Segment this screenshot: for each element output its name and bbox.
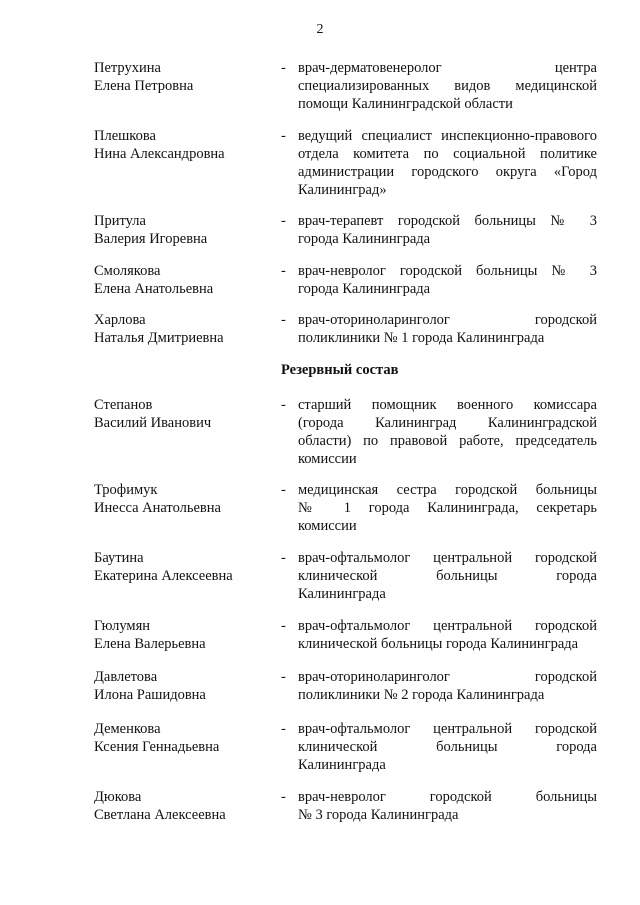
member-name	[94, 262, 274, 298]
position-line: поликлиники № 1 города Калининграда	[298, 330, 545, 346]
position-line: № 3 города Калининграда	[298, 807, 459, 823]
member-surname: Смолякова	[94, 263, 161, 279]
position-line: медицинская сестра городской больницы	[298, 482, 597, 498]
dash-separator: -	[281, 60, 286, 76]
member-surname: Гюлумян	[94, 618, 151, 634]
member-surname: Дюкова	[94, 789, 142, 805]
position-line: старший помощник военного комиссара	[298, 397, 597, 413]
member-name	[94, 481, 274, 517]
position-line: № 1 города Калининграда, секретарь	[298, 500, 597, 516]
dash-separator: -	[281, 669, 286, 685]
member-name	[94, 311, 274, 347]
member-given-names: Екатерина Алексеевна	[94, 568, 233, 584]
position-line: (города Калининград Калининградской	[298, 415, 597, 431]
position-line: администрации городского округа «Город	[298, 164, 597, 180]
member-name	[94, 788, 274, 824]
member-given-names: Илона Рашидовна	[94, 687, 206, 703]
dash-separator: -	[281, 128, 286, 144]
position-line: клинической больницы города	[298, 568, 597, 584]
position-line: поликлиники № 2 города Калининграда	[298, 687, 545, 703]
member-surname: Харлова	[94, 312, 146, 328]
position-line: клинической больницы города Калининграда	[298, 636, 579, 652]
position-line: ведущий специалист инспекционно-правового	[298, 128, 597, 144]
position-line: врач-офтальмолог центральной городской	[298, 721, 597, 737]
member-name	[94, 668, 274, 704]
position-line: города Калининграда	[298, 231, 431, 247]
position-line: врач-офтальмолог центральной городской	[298, 618, 597, 634]
position-line: области) по правовой работе, председатель	[298, 433, 597, 449]
member-surname: Плешкова	[94, 128, 156, 144]
position-line: клинической больницы города	[298, 739, 597, 755]
member-given-names: Елена Петровна	[94, 78, 194, 94]
member-surname: Притула	[94, 213, 146, 229]
dash-separator: -	[281, 213, 286, 229]
member-surname: Степанов	[94, 397, 153, 413]
dash-separator: -	[281, 482, 286, 498]
member-given-names: Светлана Алексеевна	[94, 807, 226, 823]
member-given-names: Василий Иванович	[94, 415, 212, 431]
member-surname: Петрухина	[94, 60, 161, 76]
position-line: отдела комитета по социальной политике	[298, 146, 597, 162]
position-line: врач-дерматовенеролог центра	[298, 60, 597, 76]
position-line: комиссии	[298, 451, 357, 467]
position-line: врач-терапевт городской больницы № 3	[298, 213, 597, 229]
member-position	[298, 212, 597, 248]
member-name	[94, 127, 274, 163]
member-position	[298, 311, 597, 347]
position-line: врач-оториноларинголог городской	[298, 669, 597, 685]
member-position	[298, 396, 597, 468]
position-line: Калининград»	[298, 182, 387, 198]
member-given-names: Елена Анатольевна	[94, 281, 214, 297]
dash-separator: -	[281, 721, 286, 737]
member-surname: Трофимук	[94, 482, 158, 498]
member-given-names: Инесса Анатольевна	[94, 500, 221, 516]
member-given-names: Нина Александровна	[94, 146, 225, 162]
member-name	[94, 212, 274, 248]
member-given-names: Валерия Игоревна	[94, 231, 208, 247]
member-name	[94, 617, 274, 653]
member-given-names: Ксения Геннадьевна	[94, 739, 220, 755]
member-surname: Деменкова	[94, 721, 161, 737]
position-line: Калининграда	[298, 586, 386, 602]
member-name	[94, 59, 274, 95]
position-line: врач-оториноларинголог городской	[298, 312, 597, 328]
member-position	[298, 720, 597, 774]
member-position	[298, 59, 597, 113]
member-position	[298, 617, 597, 653]
member-name	[94, 396, 274, 432]
member-position	[298, 788, 597, 824]
member-position	[298, 668, 597, 704]
dash-separator: -	[281, 397, 286, 413]
member-position	[298, 549, 597, 603]
member-name	[94, 720, 274, 756]
dash-separator: -	[281, 618, 286, 634]
member-given-names: Елена Валерьевна	[94, 636, 206, 652]
dash-separator: -	[281, 263, 286, 279]
member-surname: Давлетова	[94, 669, 158, 685]
position-line: врач-офтальмолог центральной городской	[298, 550, 597, 566]
member-surname: Баутина	[94, 550, 144, 566]
dash-separator: -	[281, 550, 286, 566]
member-name	[94, 549, 274, 585]
position-line: специализированных видов медицинской	[298, 78, 597, 94]
member-position	[298, 262, 597, 298]
position-line: Калининграда	[298, 757, 386, 773]
page-number: 2	[316, 22, 324, 37]
member-given-names: Наталья Дмитриевна	[94, 330, 224, 346]
position-line: города Калининграда	[298, 281, 431, 297]
section-title-reserve: Резервный состав	[281, 362, 399, 378]
position-line: врач-невролог городской больницы	[298, 789, 597, 805]
position-line: врач-невролог городской больницы № 3	[298, 263, 597, 279]
position-line: помощи Калининградской области	[298, 96, 513, 112]
dash-separator: -	[281, 312, 286, 328]
member-position	[298, 481, 597, 535]
member-position	[298, 127, 597, 199]
dash-separator: -	[281, 789, 286, 805]
position-line: комиссии	[298, 518, 357, 534]
